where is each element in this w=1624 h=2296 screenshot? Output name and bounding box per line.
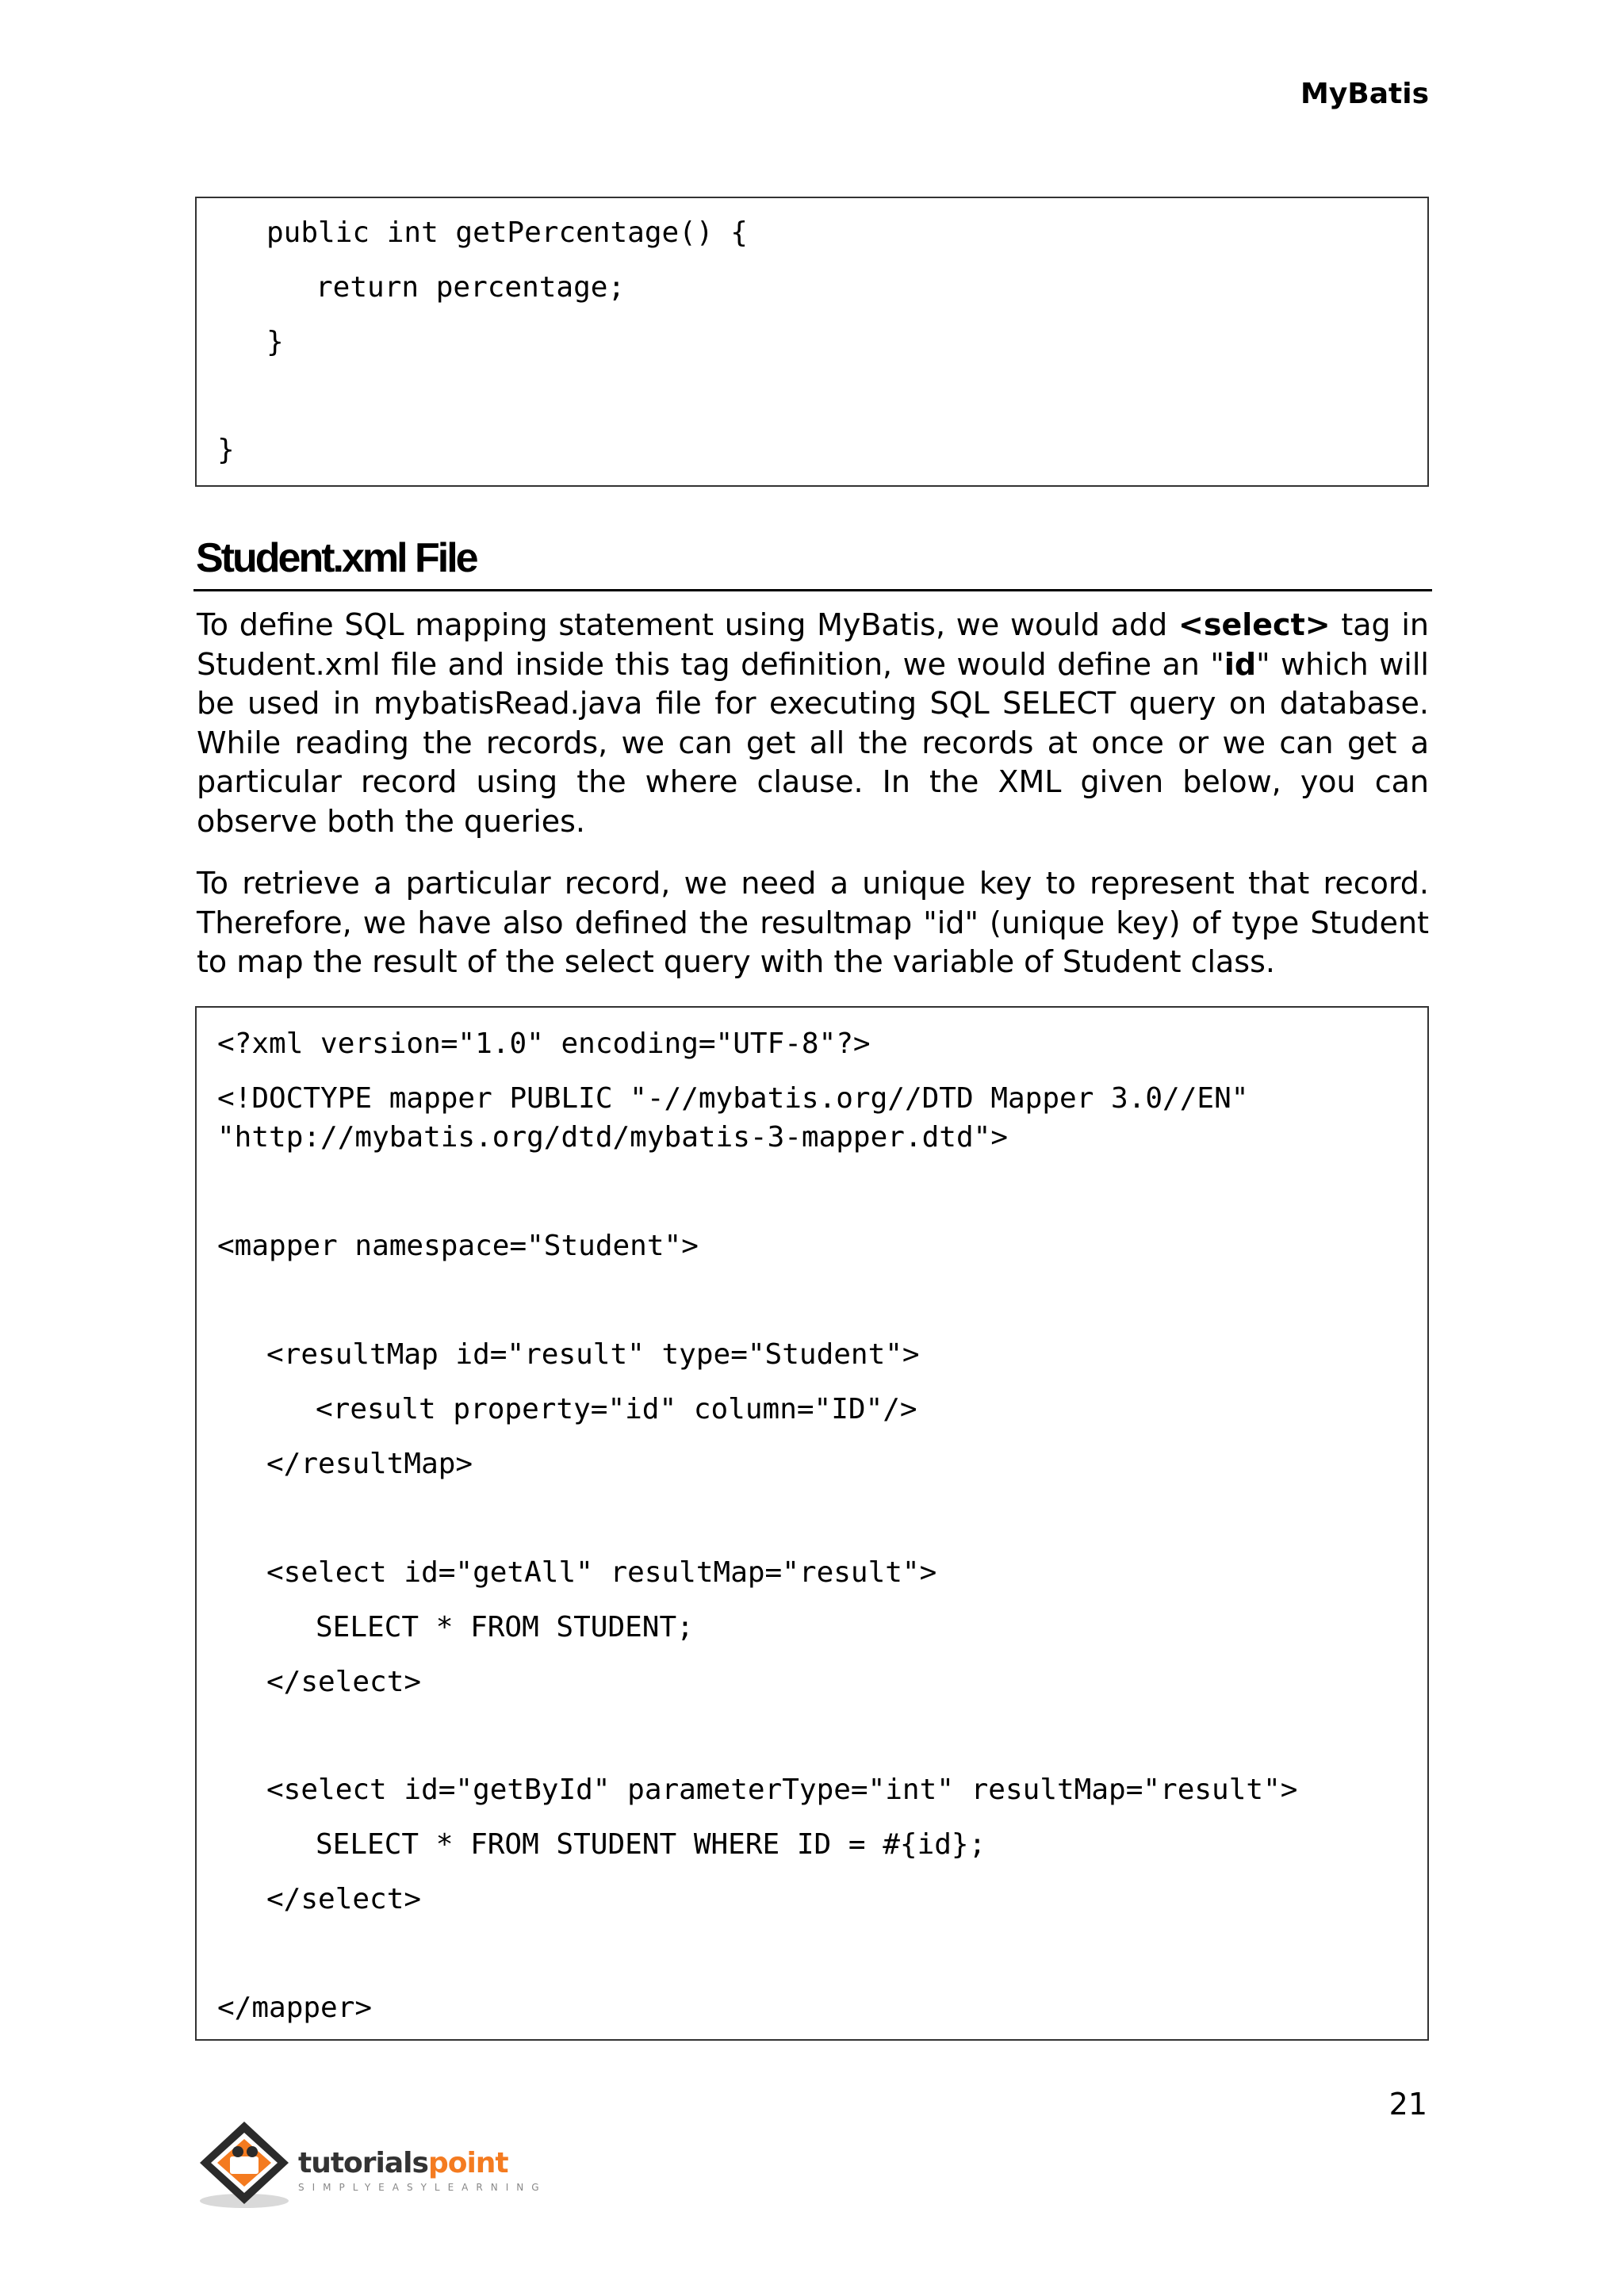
paragraph: To retrieve a particular record, we need a unique key to represent that record. Therefore, we have also defined the resultmap "id" (unique key) of type Student to map the result of the select query with the variable of Student class. bbox=[197, 866, 1429, 979]
code-line: </resultMap> bbox=[266, 1448, 473, 1480]
code-line: } bbox=[217, 434, 235, 466]
code-line: <resultMap id="result" type="Student"> bbox=[266, 1338, 920, 1371]
code-line: return percentage; bbox=[316, 271, 626, 304]
para-bold: id bbox=[1224, 646, 1257, 682]
code-block-java bbox=[195, 197, 1429, 487]
para-text: To define SQL mapping statement using MyBatis, we would add bbox=[197, 607, 1179, 642]
code-line: </select> bbox=[266, 1666, 422, 1698]
code-line: SELECT * FROM STUDENT WHERE ID = #{id}; bbox=[316, 1828, 986, 1861]
logo-text-b: point bbox=[427, 2147, 508, 2179]
tutorialspoint-logo bbox=[195, 2117, 547, 2212]
running-header: MyBatis bbox=[1300, 78, 1429, 110]
code-block-xml bbox=[195, 1006, 1429, 2041]
logo-tagline: SIMPLYEASYLEARNING bbox=[298, 2182, 547, 2193]
code-line: <select id="getAll" resultMap="result"> bbox=[266, 1556, 937, 1589]
code-line: <result property="id" column="ID"/> bbox=[316, 1393, 917, 1425]
code-line: <?xml version="1.0" encoding="UTF-8"?> bbox=[217, 1027, 871, 1060]
page-number: 21 bbox=[1388, 2087, 1427, 2122]
logo-mark-icon bbox=[195, 2117, 298, 2212]
para-text: " which will be used in mybatisRead.java file for executing SQL SELECT query on database. While reading the records, we can get all the records at once or we can get a particular record using the where clause. In the XML given below, you can observe both the queries. bbox=[197, 646, 1429, 839]
code-line: </select> bbox=[266, 1883, 422, 1915]
title-divider bbox=[193, 589, 1432, 591]
logo-text-a: tutorials bbox=[298, 2147, 428, 2179]
code-line: <select id="getById" parameterType="int" resultMap="result"> bbox=[266, 1774, 1298, 1806]
code-line: "http://mybatis.org/dtd/mybatis-3-mapper.dtd"> bbox=[217, 1121, 1008, 1154]
section-title: Student.xml File bbox=[196, 535, 477, 581]
paragraph bbox=[197, 606, 1429, 841]
code-line: SELECT * FROM STUDENT; bbox=[316, 1611, 694, 1644]
para-text: tag in Student.xml file and inside this tag definition, we would define an " bbox=[197, 607, 1429, 682]
code-line: </mapper> bbox=[217, 1992, 373, 2024]
para-bold: <select> bbox=[1178, 607, 1331, 642]
code-line: <!DOCTYPE mapper PUBLIC "-//mybatis.org//DTD Mapper 3.0//EN" bbox=[217, 1082, 1249, 1115]
code-line: public int getPercentage() { bbox=[266, 216, 748, 249]
logo-wordmark bbox=[298, 2147, 508, 2179]
code-line: } bbox=[266, 326, 284, 358]
code-line: <mapper namespace="Student"> bbox=[217, 1230, 699, 1262]
